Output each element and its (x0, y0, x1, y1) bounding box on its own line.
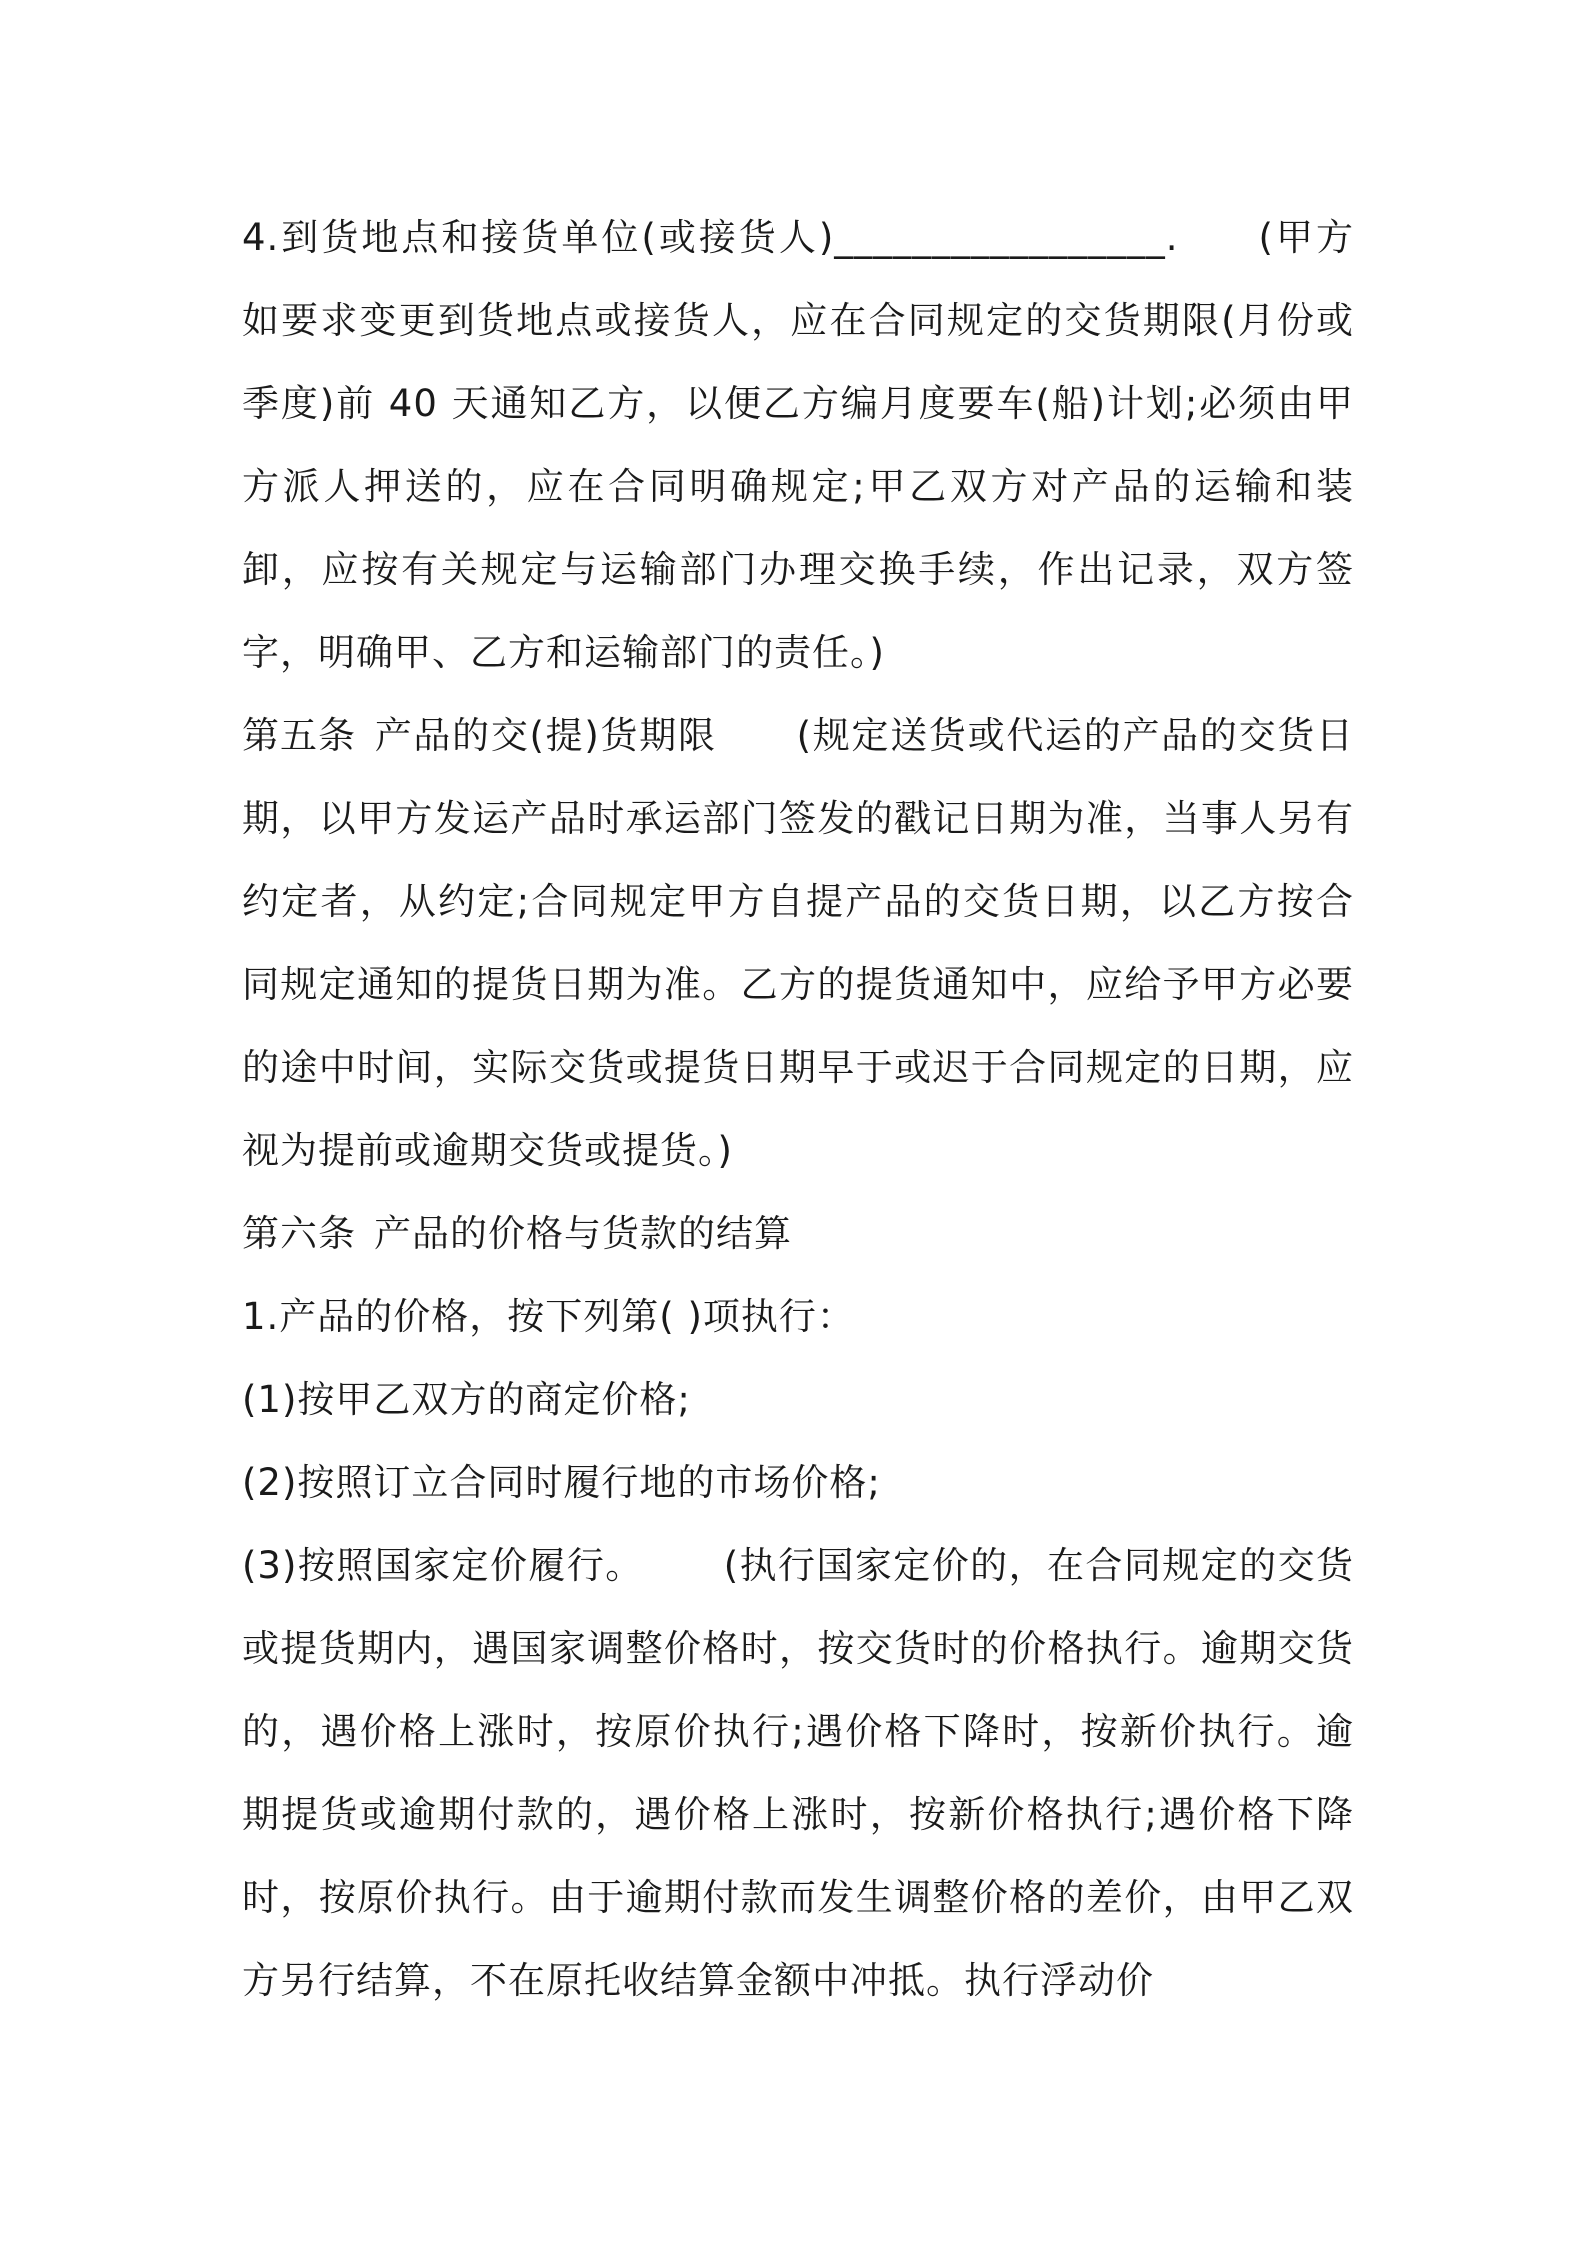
price-option-2: (2)按照订立合同时履行地的市场价格; (242, 1461, 881, 1504)
delivery-location-clause: 4.到货地点和接货单位(或接货人)_________________. (242, 216, 1179, 259)
paragraph-article-6 (242, 1192, 1354, 1275)
paragraph-delivery-location (242, 196, 1354, 694)
paragraph-item-1-3 (242, 1524, 1354, 2022)
price-option-1: (1)按甲乙双方的商定价格; (242, 1378, 691, 1421)
paragraph-item-1-2 (242, 1441, 1354, 1524)
article-5-note: (规定送货或代运的产品的交货日期，以甲方发运产品时承运部门签发的戳记日期为准，当事人另有约定者，从约定;合同规定甲方自提产品的交货日期，以乙方按合同规定通知的提货日期为准。乙方的提货通知中，应给予甲方必要的途中时间，实际交货或提货日期早于或迟于合同规定的日期，应视为提前或逾期交货或提货。) (242, 714, 1354, 1172)
price-item-1: 1.产品的价格，按下列第( )项执行： (242, 1295, 855, 1338)
article-6-label: 第六条 (242, 1212, 356, 1255)
paragraph-item-1 (242, 1275, 1354, 1358)
contract-text-body (242, 196, 1354, 2022)
paragraph-article-5 (242, 694, 1354, 1192)
price-option-3: (3)按照国家定价履行。 (242, 1544, 644, 1587)
delivery-location-note: (甲方如要求变更到货地点或接货人，应在合同规定的交货期限(月份或季度)前 40 天通知乙方，以便乙方编月度要车(船)计划;必须由甲方派人押送的，应在合同明确规定;甲乙双方对产品的运输和装卸，应按有关规定与运输部门办理交换手续，作出记录，双方签字，明确甲、乙方和运输部门的责任。) (242, 216, 1354, 674)
price-option-3-note: (执行国家定价的，在合同规定的交货或提货期内，遇国家调整价格时，按交货时的价格执行。逾期交货的，遇价格上涨时，按原价执行;遇价格下降时，按新价执行。逾期提货或逾期付款的，遇价格上涨时，按新价格执行;遇价格下降时，按原价执行。由于逾期付款而发生调整价格的差价，由甲乙双方另行结算，不在原托收结算金额中冲抵。执行浮动价 (242, 1544, 1354, 2002)
article-5-label: 第五条 (242, 714, 356, 757)
paragraph-item-1-1 (242, 1358, 1354, 1441)
article-6-title: 产品的价格与货款的结算 (374, 1212, 792, 1255)
article-5-title: 产品的交(提)货期限 (374, 714, 717, 757)
